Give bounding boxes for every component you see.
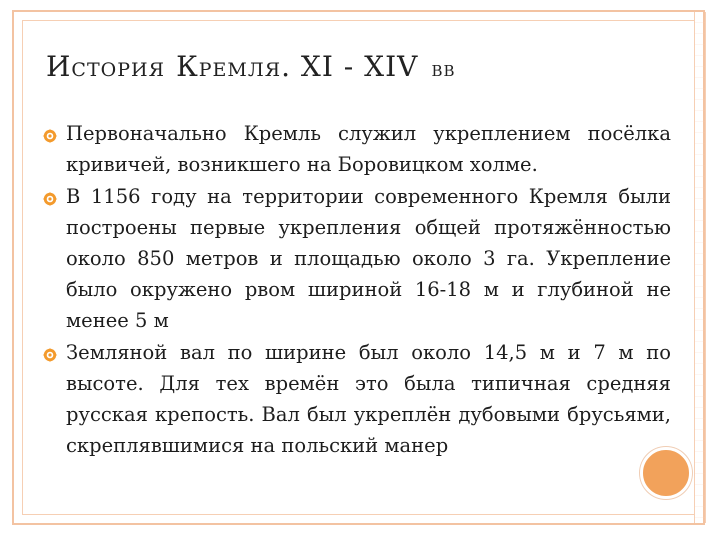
bullet-text-3: Земляной вал по ширине был около 14,5 м и 7 м по высоте. Для тех времён это была типичная средняя русская крепость. Вал был укреплён дубовыми брусьями, скреплявшимися на польский манер: [66, 341, 671, 457]
title-word-1: СТОРИЯ: [71, 59, 165, 81]
bullet-text-1: Первоначально Кремль служил укреплением посёлка кривичей, возникшего на Боровицком холме.: [66, 122, 671, 176]
title-word-2: РЕМЛЯ: [198, 59, 282, 81]
bullet-item-1: [66, 118, 671, 180]
title-initial-2: К: [176, 50, 199, 83]
gear-bullet-icon: [42, 347, 58, 363]
bullet-item-3: [66, 337, 671, 461]
orange-circle-icon: [640, 447, 692, 499]
title-centuries: . XI - XIV: [281, 50, 419, 83]
title-initial-1: И: [46, 50, 72, 83]
decorative-right-stripe: [694, 12, 706, 523]
bullet-item-2: [66, 181, 671, 336]
bullet-list: [66, 118, 671, 462]
gear-bullet-icon: [42, 191, 58, 207]
slide-title: [46, 46, 456, 84]
title-suffix: ВВ: [431, 62, 456, 80]
bullet-text-2: В 1156 году на территории современного Кремля были построены первые укрепления общей протяжённостью около 850 метров и площадью около 3 га. Укрепление было окружено рвом шириной 16-18 м и глубиной не менее 5 м: [66, 185, 671, 332]
gear-bullet-icon: [42, 128, 58, 144]
